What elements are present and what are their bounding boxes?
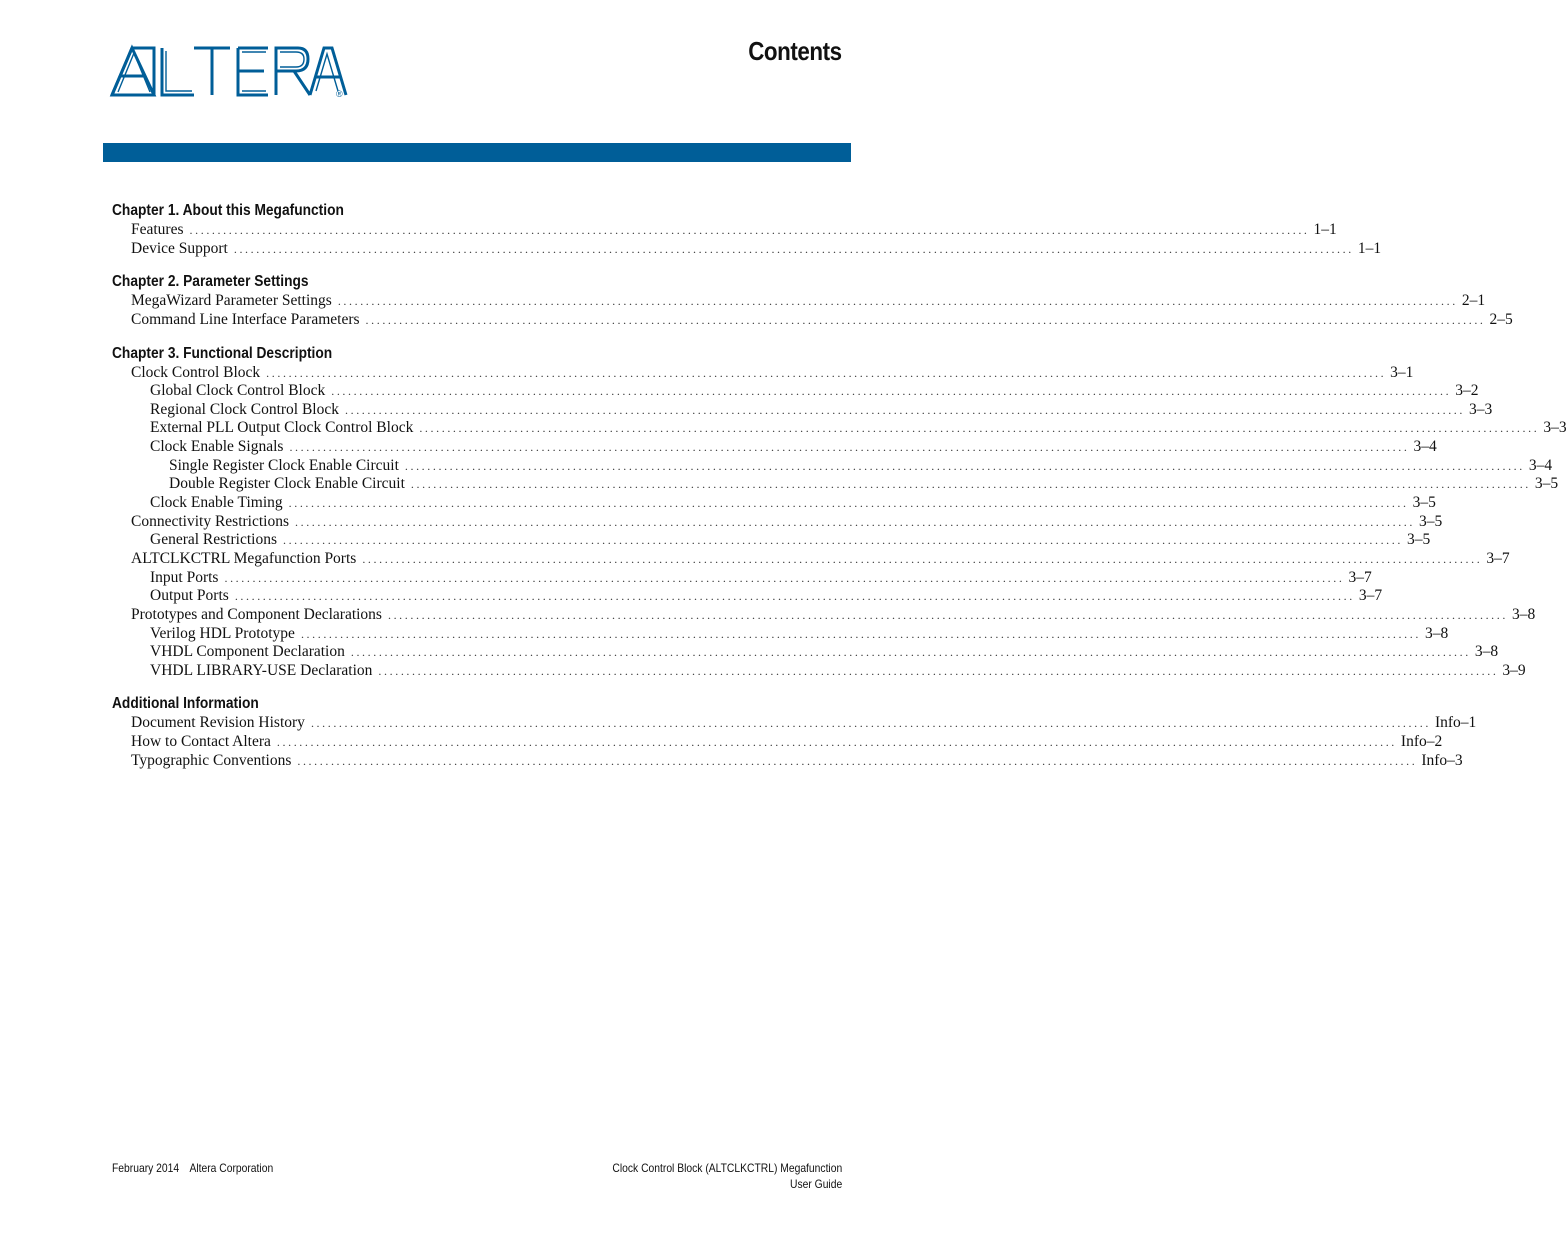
toc-entry[interactable] bbox=[112, 587, 1383, 606]
toc-entry-title: How to Contact Altera bbox=[131, 733, 271, 751]
dot-leader: ........................................................................................................................................................................................................ bbox=[266, 365, 1387, 380]
toc-entry[interactable] bbox=[112, 221, 1337, 240]
footer-date: February 2014 bbox=[112, 1161, 180, 1175]
toc-entry-title: Typographic Conventions bbox=[131, 751, 292, 769]
toc-entry-page: Info–3 bbox=[1421, 751, 1463, 769]
dot-leader: ........................................................................................................................................................................................................ bbox=[331, 384, 1452, 399]
toc-entry[interactable] bbox=[112, 643, 1499, 662]
toc-entry-page: 3–7 bbox=[1358, 587, 1383, 605]
toc-entry-title: Features bbox=[131, 221, 184, 238]
toc-entry-title: Device Support bbox=[131, 239, 228, 257]
dot-leader: ........................................................................................................................................................................................................ bbox=[345, 402, 1465, 417]
footer-left bbox=[112, 1160, 273, 1176]
footer-doc-subtitle: User Guide bbox=[789, 1177, 842, 1191]
dot-leader: ........................................................................................................................................................................................................ bbox=[350, 645, 1471, 660]
toc-entry-page: 3–9 bbox=[1502, 661, 1526, 679]
altera-logo bbox=[110, 45, 350, 100]
toc-entry-page: 3–5 bbox=[1534, 475, 1559, 493]
page-title: Contents bbox=[748, 36, 842, 66]
toc-entry[interactable] bbox=[112, 239, 1382, 259]
dot-leader: ........................................................................................................................................................................................................ bbox=[410, 477, 1531, 492]
table-of-contents bbox=[112, 201, 1567, 784]
toc-entry[interactable] bbox=[112, 494, 1436, 513]
dot-leader: ........................................................................................................................................................................................................ bbox=[297, 753, 1418, 768]
toc-entry-page: Info–2 bbox=[1400, 733, 1443, 751]
toc-entry[interactable] bbox=[112, 531, 1431, 550]
toc-entry-page: 3–1 bbox=[1390, 363, 1414, 381]
dot-leader: ........................................................................................................................................................................................................ bbox=[378, 663, 1499, 678]
toc-entry-page: 3–2 bbox=[1455, 382, 1479, 400]
toc-entry-title: Connectivity Restrictions bbox=[131, 512, 289, 530]
toc-entry-title: Output Ports bbox=[150, 587, 229, 605]
toc-entry[interactable] bbox=[112, 292, 1486, 311]
dot-leader: ........................................................................................................................................................................................................ bbox=[404, 458, 1525, 473]
toc-entry[interactable] bbox=[112, 733, 1443, 752]
toc-entry-page: 3–7 bbox=[1348, 568, 1372, 586]
toc-entry[interactable] bbox=[112, 714, 1477, 733]
toc-entry-page: 3–5 bbox=[1412, 494, 1436, 512]
footer-company: Altera Corporation bbox=[189, 1161, 274, 1175]
logo-text: ALTERA bbox=[110, 45, 114, 46]
dot-leader: ........................................................................................................................................................................................................ bbox=[362, 551, 1483, 566]
toc-entry-title: Input Ports bbox=[150, 568, 219, 586]
toc-entry-title: Clock Control Block bbox=[131, 363, 261, 381]
toc-entry-title: Prototypes and Component Declarations bbox=[131, 605, 382, 623]
toc-entry-title: External PLL Output Clock Control Block bbox=[150, 419, 414, 437]
chapter-heading[interactable]: Additional Information bbox=[112, 695, 259, 713]
toc-chapter-2 bbox=[112, 272, 1513, 329]
toc-entry[interactable] bbox=[112, 400, 1493, 420]
toc-entry-page: Info–1 bbox=[1434, 714, 1477, 732]
toc-chapter-3 bbox=[112, 344, 1567, 681]
toc-entry-page: 3–3 bbox=[1469, 400, 1493, 418]
toc-entry-title: Single Register Clock Enable Circuit bbox=[169, 456, 399, 474]
toc-entry[interactable] bbox=[112, 438, 1437, 457]
toc-entry[interactable] bbox=[112, 382, 1479, 401]
chapter-heading[interactable]: Chapter 3. Functional Description bbox=[112, 344, 333, 362]
toc-entry[interactable] bbox=[112, 605, 1536, 625]
footer-right bbox=[612, 1160, 842, 1192]
toc-entry[interactable] bbox=[112, 512, 1443, 532]
toc-additional-information bbox=[112, 694, 1477, 770]
toc-entry-title: VHDL Component Declaration bbox=[150, 643, 345, 661]
toc-entry[interactable] bbox=[112, 475, 1559, 494]
toc-entry-page: 3–4 bbox=[1413, 438, 1437, 456]
toc-entry-page: 3–5 bbox=[1406, 531, 1431, 549]
toc-entry[interactable] bbox=[112, 419, 1567, 438]
toc-entry-title: MegaWizard Parameter Settings bbox=[131, 292, 332, 310]
dot-leader: ........................................................................................................................................................................................................ bbox=[387, 607, 1508, 622]
toc-entry-page: 2–5 bbox=[1489, 310, 1513, 328]
toc-entry-title: Regional Clock Control Block bbox=[150, 400, 339, 418]
toc-entry[interactable] bbox=[112, 624, 1449, 644]
toc-entry-page: 3–3 bbox=[1543, 419, 1567, 437]
toc-entry-title: General Restrictions bbox=[150, 531, 277, 549]
toc-entry-page: 3–8 bbox=[1474, 643, 1499, 661]
dot-leader: ........................................................................................................................................................................................................ bbox=[288, 496, 1409, 511]
dot-leader: ........................................................................................................................................................................................................ bbox=[233, 241, 1354, 256]
toc-entry[interactable] bbox=[112, 456, 1553, 476]
toc-entry[interactable] bbox=[112, 549, 1510, 569]
toc-entry-page: 3–8 bbox=[1511, 605, 1536, 623]
toc-entry-page: 1–1 bbox=[1313, 221, 1337, 238]
toc-entry[interactable] bbox=[112, 751, 1463, 771]
toc-entry-page: 3–8 bbox=[1424, 624, 1449, 642]
toc-entry-title: VHDL LIBRARY-USE Declaration bbox=[150, 661, 373, 679]
toc-entry-title: Clock Enable Timing bbox=[150, 494, 283, 512]
dot-leader: ........................................................................................................................................................................................................ bbox=[276, 735, 1397, 750]
toc-entry[interactable] bbox=[112, 661, 1526, 681]
title-banner bbox=[103, 143, 851, 162]
chapter-heading[interactable]: Chapter 2. Parameter Settings bbox=[112, 273, 309, 291]
toc-entry-page: 3–4 bbox=[1528, 456, 1553, 474]
toc-entry-title: Verilog HDL Prototype bbox=[150, 624, 295, 642]
dot-leader: ........................................................................................................................................................................................................ bbox=[289, 440, 1410, 455]
dot-leader: ........................................................................................................................................................................................................ bbox=[365, 312, 1486, 327]
dot-leader: ........................................................................................................................................................................................................ bbox=[224, 570, 1345, 585]
dot-leader: ........................................................................................................................................................................................................ bbox=[295, 514, 1415, 529]
toc-entry-page: 1–1 bbox=[1357, 239, 1382, 257]
toc-entry[interactable] bbox=[112, 568, 1372, 588]
toc-entry-page: 3–7 bbox=[1486, 549, 1510, 567]
toc-entry-title: Command Line Interface Parameters bbox=[131, 310, 360, 328]
toc-chapter-1 bbox=[112, 201, 1382, 258]
footer-doc-title: Clock Control Block (ALTCLKCTRL) Megafunction bbox=[612, 1161, 842, 1175]
toc-entry-title: Global Clock Control Block bbox=[150, 382, 326, 400]
dot-leader: ........................................................................................................................................................................................................ bbox=[419, 421, 1540, 436]
dot-leader: ........................................................................................................................................................................................................ bbox=[337, 294, 1458, 309]
dot-leader: ........................................................................................................................................................................................................ bbox=[300, 626, 1421, 641]
toc-entry-title: Clock Enable Signals bbox=[150, 438, 284, 456]
dot-leader: ........................................................................................................................................................................................................ bbox=[310, 716, 1431, 731]
toc-entry-title: ALTCLKCTRL Megafunction Ports bbox=[131, 549, 357, 567]
chapter-heading[interactable]: Chapter 1. About this Megafunction bbox=[112, 202, 344, 219]
registered-mark: ® bbox=[336, 89, 343, 99]
toc-entry-page: 2–1 bbox=[1461, 292, 1486, 310]
toc-entry-title: Double Register Clock Enable Circuit bbox=[169, 475, 405, 493]
toc-entry-page: 3–5 bbox=[1419, 512, 1443, 530]
toc-entry[interactable] bbox=[112, 363, 1414, 383]
toc-entry[interactable] bbox=[112, 310, 1513, 330]
dot-leader: ........................................................................................................................................................................................................ bbox=[189, 223, 1310, 237]
toc-entry-title: Document Revision History bbox=[131, 714, 305, 732]
dot-leader: ........................................................................................................................................................................................................ bbox=[234, 589, 1355, 604]
dot-leader: ........................................................................................................................................................................................................ bbox=[282, 533, 1403, 548]
